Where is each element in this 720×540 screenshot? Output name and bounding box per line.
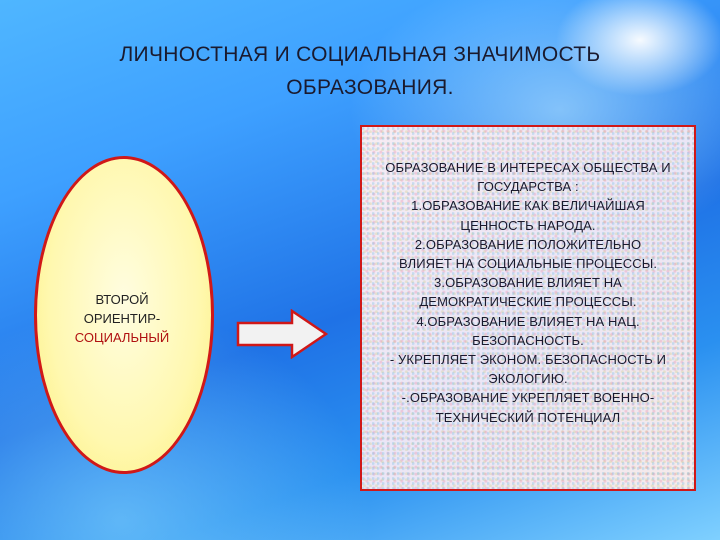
box-line: ТЕХНИЧЕСКИЙ ПОТЕНЦИАЛ: [435, 409, 621, 425]
box-line: ГОСУДАРСТВА :: [477, 179, 579, 195]
title-line-1: ЛИЧНОСТНАЯ И СОЦИАЛЬНАЯ ЗНАЧИМОСТЬ: [119, 43, 601, 66]
box-line: ДЕМОКРАТИЧЕСКИЕ ПРОЦЕССЫ.: [419, 294, 637, 310]
box-line: 4.ОБРАЗОВАНИЕ ВЛИЯЕТ НА НАЦ.: [416, 313, 640, 329]
box-line: ЭКОЛОГИЮ.: [488, 371, 568, 387]
box-line: ЦЕННОСТЬ НАРОДА.: [460, 217, 596, 233]
oval-label-line-2: ОРИЕНТИР-: [83, 311, 161, 326]
box-line: - УКРЕПЛЯЕТ ЭКОНОМ. БЕЗОПАСНОСТЬ И: [389, 352, 667, 368]
box-line: 3.ОБРАЗОВАНИЕ ВЛИЯЕТ НА: [434, 275, 622, 291]
title-line-2: ОБРАЗОВАНИЯ.: [286, 76, 454, 99]
slide-title: [60, 38, 660, 104]
content-box-text: [362, 158, 694, 427]
box-line: ВЛИЯЕТ НА СОЦИАЛЬНЫЕ ПРОЦЕССЫ.: [398, 256, 658, 272]
box-line: 2.ОБРАЗОВАНИЕ ПОЛОЖИТЕЛЬНО: [414, 236, 642, 252]
box-line: БЕЗОПАСНОСТЬ.: [472, 332, 584, 348]
box-line: ОБРАЗОВАНИЕ В ИНТЕРЕСАХ ОБЩЕСТВА И: [385, 160, 671, 175]
oval-label: [60, 290, 184, 347]
oval-label-line-1: ВТОРОЙ: [95, 292, 149, 307]
box-line: 1.ОБРАЗОВАНИЕ КАК ВЕЛИЧАЙШАЯ: [411, 198, 645, 214]
oval-label-line-3: СОЦИАЛЬНЫЙ: [74, 330, 170, 345]
right-arrow-icon: [236, 309, 328, 359]
box-line: -.ОБРАЗОВАНИЕ УКРЕПЛЯЕТ ВОЕННО-: [401, 390, 655, 406]
